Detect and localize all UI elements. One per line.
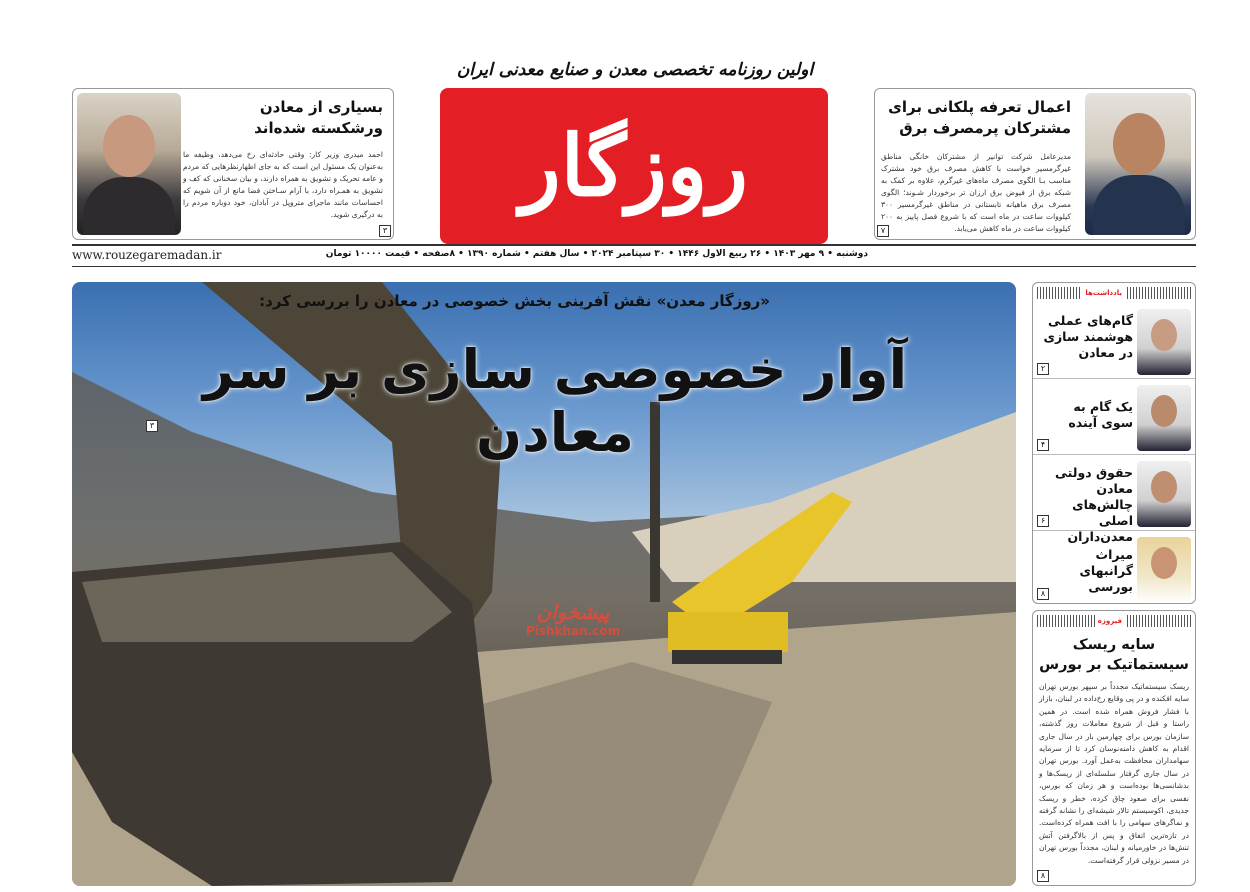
teaser-photo-left (77, 93, 181, 235)
lead-page-number: ۳ (146, 420, 158, 432)
lead-headline[interactable]: آوار خصوصی سازی بر سر معادن (202, 338, 908, 464)
masthead-logo (440, 88, 828, 244)
note-author-photo (1137, 537, 1191, 603)
issue-dateline: دوشنبه • ۹ مهر ۱۴۰۳ • ۲۶ ربیع الاول ۱۴۴۶ • ۳۰ سپتامبر ۲۰۲۴ • سال هفتم • شماره ۱۳۹۰ • ۸صفحه • قیمت ۱۰۰۰۰ تومان (325, 249, 868, 259)
teaser-photo-right (1085, 93, 1191, 235)
note-title: یک گام به سوی آینده (1068, 399, 1133, 430)
note-author-photo (1137, 309, 1191, 375)
watermark (508, 600, 638, 638)
teaser-body-left: احمد میدری وزیر کار: وقتی حادثه‌ای رخ می‌دهد، وظیفه ما به‌عنوان یک مسئول این است که به جای اظهارنظرهایی که مردم و عامه تحریک و تشویق به همراه دارند، و بیان سخنانی که کف و تشویق به همـراه دارد، با آرام سـاختن فضا مانع از آن شویم که احساسات مانند ماجرای متروپل در آبادان، خود دوباره مردم را به درگیری شوید. (183, 150, 383, 219)
notes-section-label: یادداشت‌ها (1082, 287, 1125, 299)
note-item[interactable] (1033, 381, 1195, 455)
note-item[interactable] (1033, 305, 1195, 379)
notes-section-header (1037, 287, 1191, 299)
watermark-url: Pishkhan.com (525, 624, 621, 638)
note-item[interactable] (1033, 533, 1195, 603)
bourse-section-label: فیروزه (1095, 615, 1125, 627)
teaser-title-left: بسیاری از معادن ورشکسته شده‌اند (254, 98, 383, 137)
website-link[interactable]: www.rouzegaremadan.ir (72, 248, 222, 262)
notes-column (1032, 282, 1196, 604)
note-page-number: ۴ (1037, 439, 1049, 451)
note-page-number: ۸ (1037, 588, 1049, 600)
note-item[interactable] (1033, 457, 1195, 544)
divider-top (72, 244, 1196, 246)
teaser-body-right: مدیرعامل شرکت توانیر از مشترکان خانگی مناطق غیرگرمسیر خواست با کاهش مصرف برق خود مشترک مناسب بـا الگوی مصرف ماه‌های غیرگرم، علاوه بر کمک به شبکه برق از فیوض برق ارزان تر برخوردار شـوند؛ الگوی مصرف برق ماهیانه تابستانی در مناطق غیرگرمسیر ۳۰۰ کیلووات ساعت در ماه است که با شروع فصل پاییز به ۲۰۰ کیلووات ساعت در ماه کاهش می‌یابد. (881, 152, 1071, 233)
note-author-photo (1137, 385, 1191, 451)
bourse-column[interactable] (1032, 610, 1196, 886)
divider-bottom (72, 266, 1196, 267)
bourse-body: ریسک سیستماتیک مجدداً بر سپهر بورس تهران سایه افکنده و در پی وقایع رخ‌داده در لبنان، بازار با فشار فروش همراه شده است. در همین راستا و قبل از شروع معاملات روز گذشته، سازمان بورس برای چهارمین بار در سال جاری اقدام به کاهش دامنه‌نوسان کرد تا از سرمایه سهامداران محافظت به‌عمل آورد. بورس تهران در سال جاری گرفتار سلسله‌ای از ریسک‌ها و بدشانسی‌ها بوده‌است و هر زمان که بورس، نفسی برای صعود چاق کرده، خطر و ریسک جدیدی، اکوسیستم تالار شیشه‌ای را نشانه گرفته و نماگرهای سهامی را با افت همراه کرده‌است. در تازه‌ترین اتفاق و پس از بالاگرفتن آتش تنش‌ها در خاورمیانه و لبنان، مجدداً بورس تهران در مسیر نزولی قرار گرفته‌است. (1039, 682, 1189, 865)
note-title: میراث گرانبهای بورسی (1079, 547, 1133, 594)
note-page-number: ۶ (1037, 515, 1049, 527)
lead-kicker: «روزگار معدن» نقش آفرینی بخش خصوصی در معادن را بررسی کرد: (259, 292, 770, 310)
bourse-title: سایه ریسک سیستماتیک بر بورس (1039, 637, 1189, 673)
note-title: حقوق دولتی معادن چالش‌های اصلی معدن‌داران (1055, 465, 1133, 544)
teaser-title-right: اعمال تعرفه پلکانی برای مشترکان پرمصرف برق (888, 98, 1071, 137)
left-teaser-box[interactable] (72, 88, 394, 240)
bourse-page-number: ۸ (1037, 870, 1049, 882)
newspaper-slogan: اولین روزنامه تخصصی معدن و صنایع معدنی ایران (456, 60, 814, 80)
note-title: گام‌های عملی هوشمند سازی در معادن (1043, 313, 1133, 360)
note-page-number: ۲ (1037, 363, 1049, 375)
watermark-logo: پیشخوان (536, 600, 610, 624)
logo-text: روزگار (520, 116, 748, 215)
page-number-left: ۳ (379, 225, 391, 237)
note-author-photo (1137, 461, 1191, 527)
bourse-section-header (1037, 615, 1191, 627)
right-teaser-box[interactable] (874, 88, 1196, 240)
page-number-right: ۷ (877, 225, 889, 237)
